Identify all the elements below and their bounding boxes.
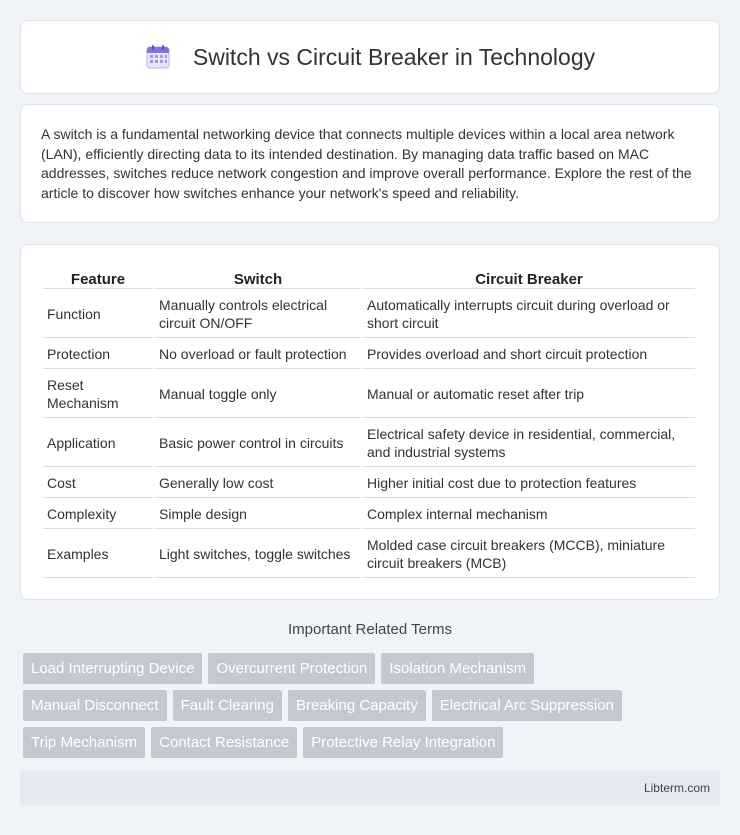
related-term-tag[interactable]: Isolation Mechanism xyxy=(381,653,534,684)
footer-site-link[interactable]: Libterm.com xyxy=(643,781,710,795)
table-cell-circuit-breaker: Manual or automatic reset after trip xyxy=(363,371,695,418)
related-term-tag[interactable]: Protective Relay Integration xyxy=(303,727,503,758)
calendar-icon xyxy=(145,44,171,70)
table-row xyxy=(43,420,695,467)
table-cell-feature: Application xyxy=(43,420,153,467)
comparison-table xyxy=(41,265,697,580)
table-cell-circuit-breaker: Electrical safety device in residential, commercial, and industrial systems xyxy=(363,420,695,467)
related-term-tag[interactable]: Load Interrupting Device xyxy=(23,653,202,684)
table-cell-switch: No overload or fault protection xyxy=(155,340,361,369)
table-row xyxy=(43,469,695,498)
table-cell-feature: Cost xyxy=(43,469,153,498)
related-term-tag[interactable]: Overcurrent Protection xyxy=(208,653,375,684)
title-card xyxy=(20,20,720,94)
table-row xyxy=(43,291,695,338)
footer xyxy=(20,771,720,805)
table-row xyxy=(43,340,695,369)
table-cell-feature: Complexity xyxy=(43,500,153,529)
table-cell-feature: Protection xyxy=(43,340,153,369)
table-cell-switch: Generally low cost xyxy=(155,469,361,498)
page-title: Switch vs Circuit Breaker in Technology xyxy=(192,43,596,70)
column-header-circuit-breaker: Circuit Breaker xyxy=(363,267,695,289)
related-term-tag[interactable]: Electrical Arc Suppression xyxy=(432,690,622,721)
table-cell-switch: Light switches, toggle switches xyxy=(155,531,361,578)
related-term-tag[interactable]: Manual Disconnect xyxy=(23,690,167,721)
table-cell-feature: Function xyxy=(43,291,153,338)
table-cell-feature: Reset Mechanism xyxy=(43,371,153,418)
table-cell-switch: Basic power control in circuits xyxy=(155,420,361,467)
intro-card xyxy=(20,104,720,223)
column-header-switch: Switch xyxy=(155,267,361,289)
comparison-card xyxy=(20,244,720,600)
table-cell-feature: Examples xyxy=(43,531,153,578)
table-cell-circuit-breaker: Provides overload and short circuit protection xyxy=(363,340,695,369)
table-cell-switch: Simple design xyxy=(155,500,361,529)
table-cell-circuit-breaker: Automatically interrupts circuit during overload or short circuit xyxy=(363,291,695,338)
table-row xyxy=(43,531,695,578)
intro-paragraph: A switch is a fundamental networking device that connects multiple devices within a local area network (LAN), efficiently directing data to its intended destination. By managing data traffic based on MAC addresses, switches reduce network congestion and improve overall performance. Explore the rest of the article to discover how switches enhance your network's speed and reliability. xyxy=(41,126,692,201)
related-term-tag[interactable]: Fault Clearing xyxy=(173,690,282,721)
table-row xyxy=(43,371,695,418)
table-cell-circuit-breaker: Complex internal mechanism xyxy=(363,500,695,529)
column-header-feature: Feature xyxy=(43,267,153,289)
table-row xyxy=(43,500,695,529)
table-cell-circuit-breaker: Higher initial cost due to protection features xyxy=(363,469,695,498)
related-terms-title: Important Related Terms xyxy=(288,621,452,638)
table-cell-switch: Manual toggle only xyxy=(155,371,361,418)
related-term-tag[interactable]: Contact Resistance xyxy=(151,727,297,758)
table-cell-switch: Manually controls electrical circuit ON/OFF xyxy=(155,291,361,338)
related-term-tag[interactable]: Trip Mechanism xyxy=(23,727,145,758)
related-terms-list xyxy=(23,653,723,764)
table-cell-circuit-breaker: Molded case circuit breakers (MCCB), miniature circuit breakers (MCB) xyxy=(363,531,695,578)
related-term-tag[interactable]: Breaking Capacity xyxy=(288,690,426,721)
table-header-row xyxy=(43,267,695,289)
